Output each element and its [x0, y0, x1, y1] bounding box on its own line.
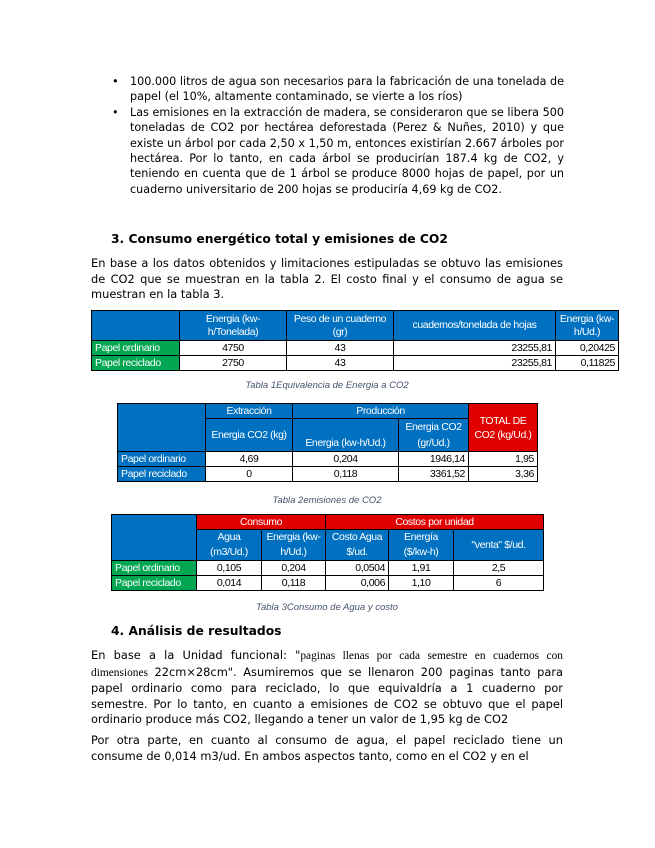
- table-cell: 6: [454, 576, 544, 591]
- table-cell: 3361,52: [399, 467, 469, 482]
- table-cell: 0,006: [326, 576, 389, 591]
- table-row: [112, 561, 544, 576]
- section-3-heading: 3. Consumo energético total y emisiones de CO2: [111, 232, 448, 246]
- table-cell: 0,204: [262, 561, 326, 576]
- row-label: Papel ordinario: [118, 452, 206, 467]
- table-header-empty: [112, 515, 197, 561]
- quoted-unit-text: paginas llenas por cada semestre en cuadernos con dimensiones: [91, 650, 563, 679]
- table-cell: 0,105: [197, 561, 262, 576]
- table-cell: 0,118: [293, 467, 399, 482]
- section-4-paragraph-2: Por otra parte, en cuanto al consumo de agua, el papel reciclado tiene un consume de 0,014 m3/ud. En ambos aspectos tanto, como en el CO2 y en el: [91, 733, 563, 763]
- table-cell: 1,10: [389, 576, 454, 591]
- bullet-list: [112, 74, 564, 197]
- table-cell: 4750: [180, 341, 287, 356]
- sub-header: Energía ($/kw-h): [389, 530, 454, 561]
- sub-header: Energia CO2 (kg): [206, 419, 293, 452]
- table-header: Peso de un cuaderno (gr): [287, 311, 394, 341]
- table-cell: 23255,81: [394, 341, 556, 356]
- table-cell: 0,0504: [326, 561, 389, 576]
- table-cell: 0,118: [262, 576, 326, 591]
- table-row: [92, 356, 619, 371]
- row-label: Papel reciclado: [92, 356, 180, 371]
- bullet-item: • 100.000 litros de agua son necesarios para la fabricación de una tonelada de papel (el 10%, altamente contaminado, se vierte a los ríos): [112, 74, 564, 105]
- table-cell: 0,11825: [556, 356, 619, 371]
- section-3-paragraph: En base a los datos obtenidos y limitaciones estipuladas se obtuvo las emisiones de CO2 que se muestran en la tabla 2. El costo final y el consumo de agua se muestran en la tabla 3.: [91, 256, 563, 302]
- table-cell: 2750: [180, 356, 287, 371]
- table-cell: 43: [287, 356, 394, 371]
- table-cell: 1946,14: [399, 452, 469, 467]
- table-cell: 1,91: [389, 561, 454, 576]
- table-row: [112, 576, 544, 591]
- table-3-caption: Tabla 3Consumo de Agua y costo: [256, 602, 398, 613]
- group-header: Costos por unidad: [326, 515, 544, 530]
- paragraph-text: 22cm×28cm". Asumiremos que se llenaron 200 paginas tanto para papel ordinario como para reciclado, lo que equivaldría a 1 cuaderno por semestre. Por lo tanto, en cuanto a emisiones de CO2 se obtuvo que el papel ordinario produce más CO2, llegando a tener un valor de 1,95 kg de CO2: [91, 664, 563, 727]
- table-row: [118, 452, 538, 467]
- section-4-paragraph-1: [91, 648, 563, 728]
- paragraph-text: En base a la Unidad funcional: ": [91, 648, 301, 662]
- sub-header: Energia (kw-h/Ud.): [262, 530, 326, 561]
- co2-emissions-table: [117, 403, 538, 482]
- group-header: Consumo: [197, 515, 326, 530]
- sub-header: "venta" $/ud.: [454, 530, 544, 561]
- table-row: [118, 467, 538, 482]
- sub-header: Energia (kw-h/Ud.): [293, 435, 399, 452]
- table-cell: 43: [287, 341, 394, 356]
- bullet-item: • Las emisiones en la extracción de madera, se consideraron que se libera 500 toneladas de CO2 por hectárea deforestada (Perez & Nuñes, 2010) y que existe un árbol por cada 2,50 x 1,50 m, entonces existirían 2.667 árboles por hectárea. Por lo tanto, en cada árbol se producirían 187.4 kg de CO2, y teniendo en cuenta que de 1 árbol se produce 8000 hojas de papel, por un cuaderno universitario de 200 hojas se produciría 4,69 kg de CO2.: [112, 105, 564, 197]
- table-cell: 0: [206, 467, 293, 482]
- water-cost-table: [111, 514, 544, 591]
- table-cell: 23255,81: [394, 356, 556, 371]
- total-co2-header: TOTAL DE CO2 (kg/Ud.): [469, 404, 538, 452]
- sub-header: Costo Agua $/ud.: [326, 530, 389, 561]
- table-header: Energia (kw-h/Tonelada): [180, 311, 287, 341]
- table-header: cuadernos/tonelada de hojas: [394, 311, 556, 341]
- table-cell: 0,20425: [556, 341, 619, 356]
- section-4-heading: 4. Análisis de resultados: [111, 624, 282, 638]
- group-header: Extracción: [206, 404, 293, 419]
- table-row: [92, 341, 619, 356]
- row-label: Papel ordinario: [112, 561, 197, 576]
- table-cell: 4,69: [206, 452, 293, 467]
- table-cell: 1,95: [469, 452, 538, 467]
- table-header-empty: [118, 404, 206, 452]
- sub-header: Agua (m3/Ud.): [197, 530, 262, 561]
- row-label: Papel ordinario: [92, 341, 180, 356]
- table-cell: 0,014: [197, 576, 262, 591]
- sub-header-spacer: [293, 419, 399, 436]
- sub-header: Energia CO2 (gr/Ud.): [399, 419, 469, 452]
- row-label: Papel reciclado: [112, 576, 197, 591]
- row-label: Papel reciclado: [118, 467, 206, 482]
- table-cell: 2,5: [454, 561, 544, 576]
- table-cell: 0,204: [293, 452, 399, 467]
- table-1-caption: Tabla 1Equivalencia de Energia a CO2: [245, 380, 409, 391]
- table-header-empty: [92, 311, 180, 341]
- table-2-caption: Tabla 2emisiones de CO2: [272, 495, 382, 506]
- energy-equivalence-table: [91, 310, 619, 371]
- table-header: Energia (kw-h/Ud.): [556, 311, 619, 341]
- table-cell: 3,36: [469, 467, 538, 482]
- group-header: Producción: [293, 404, 469, 419]
